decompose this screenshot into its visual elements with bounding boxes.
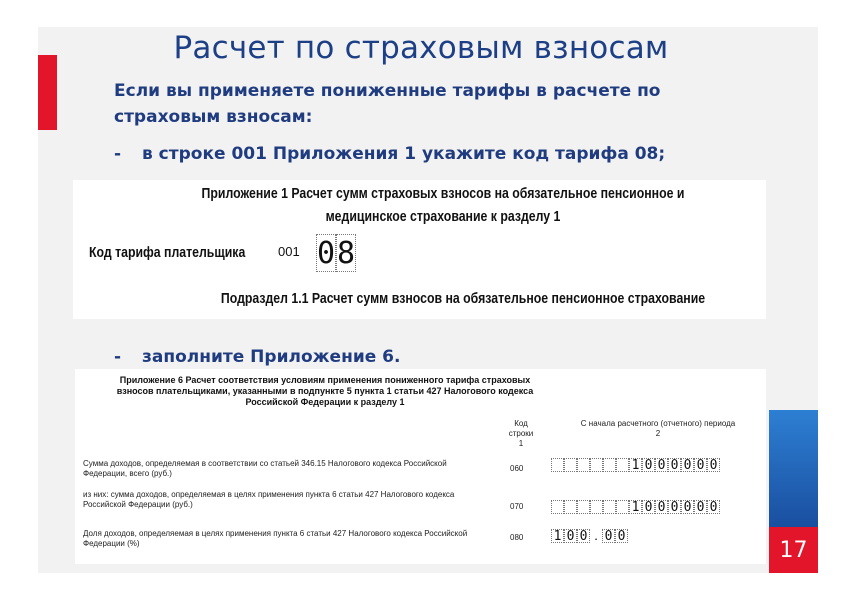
row-080-label: Доля доходов, определяемая в целях применения пункта 6 статьи 427 Налогового кодекса Российской Федерации (%) (83, 529, 468, 548)
col-code-header: Код строки 1 (508, 419, 534, 448)
intro-text: Если вы применяете пониженные тарифы в расчете по страховым взносам: (114, 81, 661, 127)
bullet-2-text: заполните Приложение 6. (142, 347, 401, 367)
form-appendix-6 (75, 369, 766, 564)
row-060-label: Сумма доходов, определяемая в соответствии со статьей 346.15 Налогового кодекса Российской Федерации, всего (руб.) (83, 459, 447, 478)
row-070-code: 070 (510, 502, 524, 511)
form1-heading: Приложение 1 Расчет сумм страховых взносов на обязательное пенсионное и медицинское страхование к разделу 1 (201, 185, 685, 225)
form-appendix-1 (73, 180, 766, 319)
red-accent-bar (38, 55, 57, 130)
row-060-code: 060 (510, 464, 524, 473)
bullet-1-text: в строке 001 Приложения 1 укажите код тарифа 08; (142, 144, 666, 164)
row-080-code: 080 (510, 533, 524, 542)
decimal-separator: . (594, 528, 598, 543)
form6-heading: Приложение 6 Расчет соответствия условиям применения пониженного тарифа страховых взносов плательщиками, указанными в подпункте 5 пункта 1 статьи 427 Налогового кодекса Российской Федерации к разделу 1 (116, 375, 534, 407)
tariff-code-label: Код тарифа плательщика (89, 244, 246, 261)
form1-subsection: Подраздел 1.1 Расчет сумм взносов на обязательное пенсионное страхование (220, 290, 706, 307)
blue-accent-bar (769, 410, 818, 527)
row-060-cells: 1 0 0 0 0 0 0 (551, 458, 720, 472)
bullet-2 (114, 344, 400, 370)
tariff-cell: 0 (316, 235, 336, 271)
col-period-header: С начала расчетного (отчетного) периода 2 (580, 419, 736, 438)
row-070-label: из них: сумма доходов, определяемая в целях применения пункта 6 статьи 427 Налогового кодекса Российской Федерации (руб.) (83, 490, 455, 509)
row-070-cells: 1 0 0 0 0 0 0 (551, 500, 720, 514)
row-080-cells: 1 0 0 . 0 0 (551, 529, 628, 543)
page-number: 17 (769, 527, 818, 573)
bullet-1 (114, 141, 665, 167)
tariff-code-cells (316, 234, 356, 272)
bullet-dash: - (114, 144, 122, 164)
bullet-dash: - (114, 347, 122, 367)
page-title: Расчет по страховым взносам (173, 30, 669, 66)
tariff-cell: 8 (336, 235, 356, 271)
line-code: 001 (278, 244, 300, 259)
